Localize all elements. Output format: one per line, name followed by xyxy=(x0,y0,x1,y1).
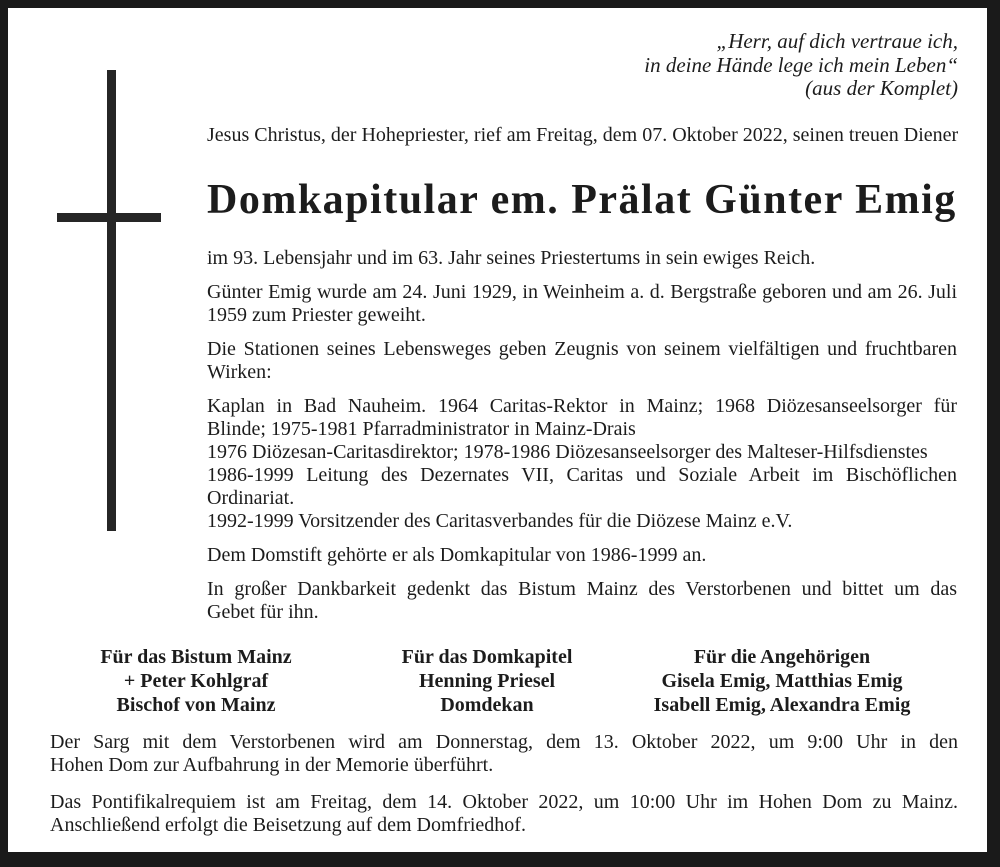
footer-line: Anschließend erfolgt die Beisetzung auf dem Domfriedhof. xyxy=(50,814,526,836)
signature-org: Für die Angehörigen xyxy=(693,646,871,668)
signature-name: Henning Priesel xyxy=(418,670,556,692)
signature-name: Gisela Emig, Matthias Emig xyxy=(661,670,903,692)
signature-role: Domdekan xyxy=(440,694,534,716)
quote-line-2: in deine Hände lege ich mein Leben“ xyxy=(644,52,958,77)
body-line: 1986-1999 Leitung des Dezernates VII, Caritas und Soziale Arbeit im Bischöflichen xyxy=(207,464,957,486)
signature-domkapitel xyxy=(337,645,637,717)
body-line: Gebet für ihn. xyxy=(207,601,319,623)
quote-line-1: „Herr, auf dich vertraue ich, xyxy=(716,29,958,53)
signature-org: Für das Domkapitel xyxy=(401,646,573,668)
cross-icon-horizontal-bar xyxy=(57,213,161,222)
footer-line: Das Pontifikalrequiem ist am Freitag, dem 14. Oktober 2022, um 10:00 Uhr im Hohen Dom zu Mainz. xyxy=(50,791,958,813)
signature-role: Isabell Emig, Alexandra Emig xyxy=(653,694,911,716)
opening-quote xyxy=(644,30,958,101)
body-line: In großer Dankbarkeit gedenkt das Bistum Mainz des Verstorbenen und bittet um das xyxy=(207,578,957,600)
footer-line: Hohen Dom zur Aufbahrung in der Memorie überführt. xyxy=(50,754,494,776)
body-line: Wirken: xyxy=(207,361,272,383)
body-line: 1959 zum Priester geweiht. xyxy=(207,304,426,326)
body-line: Die Stationen seines Lebensweges geben Zeugnis von seinem vielfältigen und fruchtbaren xyxy=(207,338,957,360)
signature-bistum-mainz xyxy=(46,645,346,717)
obituary-body xyxy=(207,247,957,624)
body-line: 1976 Diözesan-Caritasdirektor; 1978-1986 Diözesanseelsorger des Malteser-Hilfsdienstes xyxy=(207,441,928,463)
body-line: 1992-1999 Vorsitzender des Caritasverbandes für die Diözese Mainz e.V. xyxy=(207,510,793,532)
quote-source: (aus der Komplet) xyxy=(805,76,958,100)
signature-org: Für das Bistum Mainz xyxy=(100,646,292,668)
body-line: Ordinariat. xyxy=(207,487,295,509)
body-line: im 93. Lebensjahr und im 63. Jahr seines Priestertums in sein ewiges Reich. xyxy=(207,247,816,269)
funeral-details xyxy=(50,731,958,837)
signature-name: + Peter Kohlgraf xyxy=(123,670,269,692)
signature-role: Bischof von Mainz xyxy=(116,694,276,716)
body-line: Dem Domstift gehörte er als Domkapitular von 1986-1999 an. xyxy=(207,544,707,566)
deceased-name-title: Domkapitular em. Prälat Günter Emig xyxy=(207,177,957,223)
intro-line: Jesus Christus, der Hohepriester, rief am Freitag, dem 07. Oktober 2022, seinen treuen Diener xyxy=(207,124,959,146)
cross-icon-vertical-bar xyxy=(107,70,116,531)
footer-line: Der Sarg mit dem Verstorbenen wird am Donnerstag, dem 13. Oktober 2022, um 9:00 Uhr in den xyxy=(50,731,958,753)
signature-angehoerige xyxy=(628,645,936,717)
body-line: Günter Emig wurde am 24. Juni 1929, in Weinheim a. d. Bergstraße geboren und am 26. Juli xyxy=(207,281,957,303)
body-line: Kaplan in Bad Nauheim. 1964 Caritas-Rektor in Mainz; 1968 Diözesanseelsorger für xyxy=(207,395,957,417)
body-line: Blinde; 1975-1981 Pfarradministrator in Mainz-Drais xyxy=(207,418,636,440)
